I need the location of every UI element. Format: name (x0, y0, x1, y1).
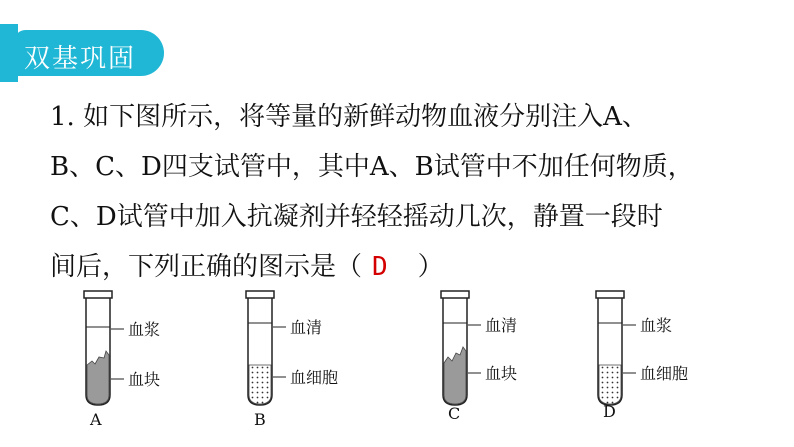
test-tubes-svg (0, 285, 794, 447)
question-line-3: C、D试管中加入抗凝剂并轻轻摇动几次，静置一段时 (50, 202, 663, 232)
tube-d-letter: D (603, 402, 616, 421)
tube-c-letter: C (448, 404, 461, 423)
tube-b-letter: B (254, 410, 266, 429)
tube-c-label-bottom: 血块 (485, 364, 518, 383)
tube-a-clot (87, 351, 109, 404)
tube-d-label-top: 血浆 (640, 316, 673, 335)
tube-c-label-top: 血清 (485, 316, 518, 335)
section-badge (14, 30, 164, 76)
test-tube-figures (0, 285, 794, 447)
tube-d (596, 291, 688, 421)
tube-d-rim (596, 291, 624, 298)
question-line-2: B、C、D四支试管中，其中A、B试管中不加任何物质， (50, 152, 694, 182)
header-bar (0, 0, 794, 86)
tube-a-rim (84, 291, 112, 298)
tube-b (246, 291, 338, 429)
tube-a-label-bottom: 血块 (128, 370, 161, 389)
tube-b-label-bottom: 血细胞 (290, 368, 339, 387)
tube-c-clot (444, 347, 466, 404)
tube-c (441, 291, 517, 423)
tube-a-letter: A (90, 410, 102, 429)
close-paren: ） (417, 252, 444, 282)
answer: D (372, 252, 388, 282)
question-line-4-text: 间后，下列正确的图示是（ (50, 252, 363, 282)
question-text (50, 92, 770, 292)
tube-b-cells (249, 365, 271, 404)
tube-a (84, 291, 160, 429)
tube-a-label-top: 血浆 (128, 320, 161, 339)
tube-b-label-top: 血清 (290, 318, 323, 337)
question-line-1: 1. 如下图所示，将等量的新鲜动物血液分别注入A、 (50, 102, 648, 132)
tube-b-rim (246, 291, 274, 298)
tube-d-cells (599, 365, 621, 404)
tube-d-label-bottom: 血细胞 (640, 364, 689, 383)
section-title: 双基巩固 (24, 44, 137, 74)
tube-c-rim (441, 291, 469, 298)
